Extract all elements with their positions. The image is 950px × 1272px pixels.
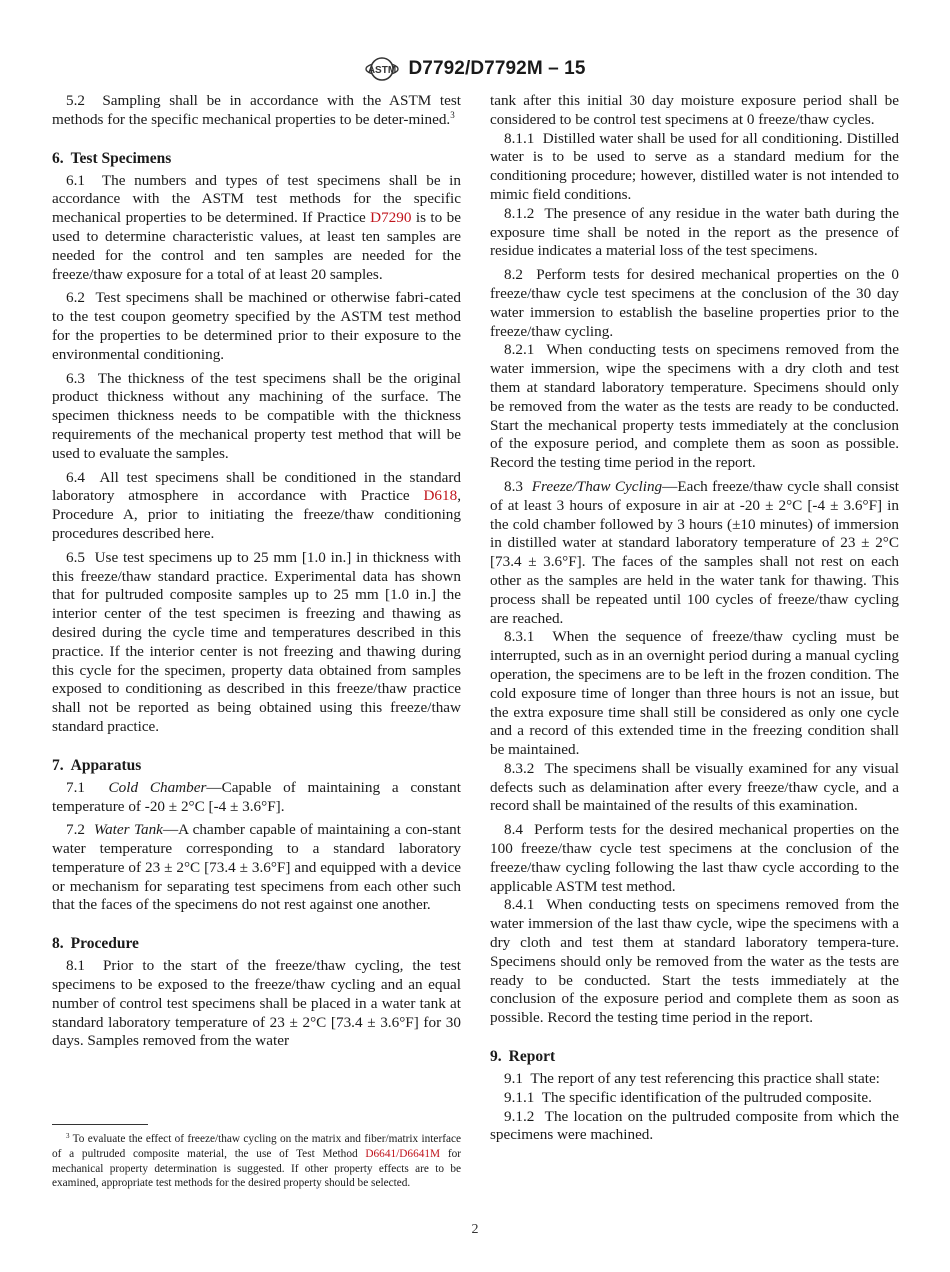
paragraph-5-2: 5.2 Sampling shall be in accordance with the ASTM test methods for the specific mechanical properties to be deter-mined.$^3$ [52, 92, 462, 128]
paragraph-6-5: 6.5 Use test specimens up to 25 mm [1.0 in.] in thickness with this freeze/thaw standard practice. Experimental data has shown that for pultruded composite samples up to 25 mm [1.0 in.] the interior center of the test specimen is freezing and thawing as desired during the cycle time and temperatures described in this practice. If the interior center is not freezing and thawing during this cycle for the specimen, property data obtained from samples exposed to conditioning as described in this freeze/thaw practice shall not be reported as being obtained using this freeze/thaw standard practice. [52, 548, 462, 735]
paragraph-8-4-1: 8.4.1 When conducting tests on specimens removed from the water immersion of the last thaw cycle, wipe the specimens with a dry cloth and test them at standard laboratory tempera-ture. Specimens should only be removed from the water as the tests are ready to be conducted. Start the tests immediately at the conclusion of the exposure period and complete them as soon as possible. Record the testing time period in the report. [490, 896, 899, 1027]
section-9-heading: 9. Report [490, 1048, 556, 1066]
paragraph-8-3: 8.3 Freeze/Thaw Cycling—Each freeze/thaw cycle shall consist of at least 3 hours of exposure in air at -20 ± 2°C [-4 ± 3.6°F] in the cold chamber followed by 3 hours (±10 minutes) of immersion in distilled water at standard laboratory temperature of 23 ± 2°C [73.4 ± 3.6°F]. The faces of the samples shall not rest on each other as the samples are held in the water tank for thawing. This process shall be repeated until 100 cycles of freeze/thaw cycling are reached. [490, 477, 899, 627]
paragraph-8-1-continued: tank after this initial 30 day moisture exposure period shall be considered to be control test specimens at 0 freeze/thaw cycles. [490, 92, 899, 128]
paragraph-9-1-2: 9.1.2 The location on the pultruded composite from which the specimens were machined. [490, 1107, 899, 1144]
section-7-heading: 7. Apparatus [52, 756, 142, 774]
document-id: D7792/D7792M – 15 [408, 58, 586, 79]
paragraph-8-4: 8.4 Perform tests for the desired mechanical properties on the 100 freeze/thaw cycle test specimens at the conclusion of the freeze/thaw cycling following the last thaw cycle according to the applicable ASTM test method. [490, 821, 899, 895]
section-8-heading: 8. Procedure [52, 935, 139, 953]
paragraph-7-1: 7.1 Cold Chamber—Capable of maintaining a constant temperature of -20 ± 2°C [-4 ± 3.6°F]. [52, 778, 461, 815]
paragraph-6-2: 6.2 Test specimens shall be machined or otherwise fabri-cated to the test coupon geometry specified by the ASTM test method for the properties to be determined prior to their exposure to the environmental conditioning. [52, 289, 461, 363]
paragraph-8-1: 8.1 Prior to the start of the freeze/thaw cycling, the test specimens to be exposed to the freeze/thaw cycling and an equal number of control test specimens shall be placed in a water tank at standard laboratory temperature of 23 ± 2°C [73.4 ± 3.6°F] for 30 days. Samples removed from the water [52, 957, 462, 1050]
paragraph-6-3: 6.3 The thickness of the test specimens shall be the original product thickness without any machining of the surface. The specimen thickness needs to be compatible with the thickness requirements of the mechanical property test method that will be used to evaluate the samples. [52, 369, 461, 462]
paragraph-8-2: 8.2 Perform tests for desired mechanical properties on the 0 freeze/thaw cycle test specimens at the conclusion of the 30 day water immersion to establish the baseline properties prior to the freeze/thaw cycling. [490, 266, 899, 340]
paragraph-8-3-1: 8.3.1 When the sequence of freeze/thaw cycling must be interrupted, such as in an overnight period during a manual cycling operation, the specimens are to be left in the frozen condition. The cold exposure time of longer than three hours is not an issue, but the extra exposure time shall still be considered as only one cycle and a record of this extended time in the freezing condition shall be maintained. [490, 628, 899, 759]
footnote-divider [52, 1124, 148, 1125]
left-column [52, 92, 461, 1051]
paragraph-8-2-1: 8.2.1 When conducting tests on specimens removed from the water immersion, wipe the specimens with a dry cloth and test them at standard laboratory temperature. Specimens should only be removed from the water as the tests are ready to be conducted. Start the mechanical property tests immediately at the conclusion of the exposure period, and complete them as soon as possible. Record the testing time period in the report. [490, 341, 899, 472]
right-column [490, 92, 899, 1145]
paragraph-9-1-1: 9.1.1 The specific identification of the pultruded composite. [504, 1088, 872, 1106]
astm-logo-icon [364, 52, 400, 86]
paragraph-6-4: 6.4 All test specimens shall be conditioned in the standard laboratory atmosphere in accordance with Practice D618, Procedure A, prior to initiating the freeze/thaw conditioning procedures described here. [52, 468, 461, 542]
paragraph-8-3-2: 8.3.2 The specimens shall be visually examined for any visual defects such as delamination after every freeze/thaw cycle, and a record shall be maintained of the results of this examination. [490, 759, 899, 815]
link-d618[interactable]: D618 [423, 487, 458, 505]
svg-text:ASTM: ASTM [368, 65, 397, 76]
page-number: 2 [471, 1222, 479, 1237]
paragraph-8-1-2: 8.1.2 The presence of any residue in the water bath during the exposure time shall be noted in the report as the presence of residue indicates a material loss of the test specimens. [490, 204, 899, 260]
section-6-heading: 6. Test Specimens [52, 149, 172, 167]
paragraph-6-1: 6.1 The numbers and types of test specimens shall be in accordance with the ASTM test methods for the specific mechanical properties to be determined. If Practice D7290 is to be used to determine characteristic values, at least ten samples are needed for the control and ten samples are needed for the freeze/thaw exposure for a total of at least 20 samples. [52, 171, 461, 283]
paragraph-8-1-1: 8.1.1 Distilled water shall be used for all conditioning. Distilled water is to be used to serve as a standard medium for the conditioning procedure; however, distilled water is not intended to mimic field conditions. [490, 129, 899, 203]
paragraph-7-2: 7.2 Water Tank—A chamber capable of maintaining a con-stant water temperature corresponding to a standard laboratory temperature of 23 ± 2°C [73.4 ± 3.6°F] and equipped with a device or mechanism for separating test specimens from each other such that the faces of the specimens do not rest against one another. [52, 821, 461, 914]
link-d6641[interactable]: D6641/D6641M [365, 1147, 441, 1160]
page-header [0, 52, 950, 86]
link-d7290[interactable]: D7290 [370, 209, 412, 227]
paragraph-9-1: 9.1 The report of any test referencing this practice shall state: [504, 1070, 880, 1088]
footnote-ref[interactable]: 3 [450, 109, 455, 120]
footnote-3: $^3$ To evaluate the effect of freeze/thaw cycling on the matrix and fiber/matrix interface of a pultruded composite material, the use of Test Method D6641/D6641M for mechanical property determination is suggested. If other property effects are to be examined, appropriate test methods for the desired property should be selected. [52, 1132, 462, 1190]
